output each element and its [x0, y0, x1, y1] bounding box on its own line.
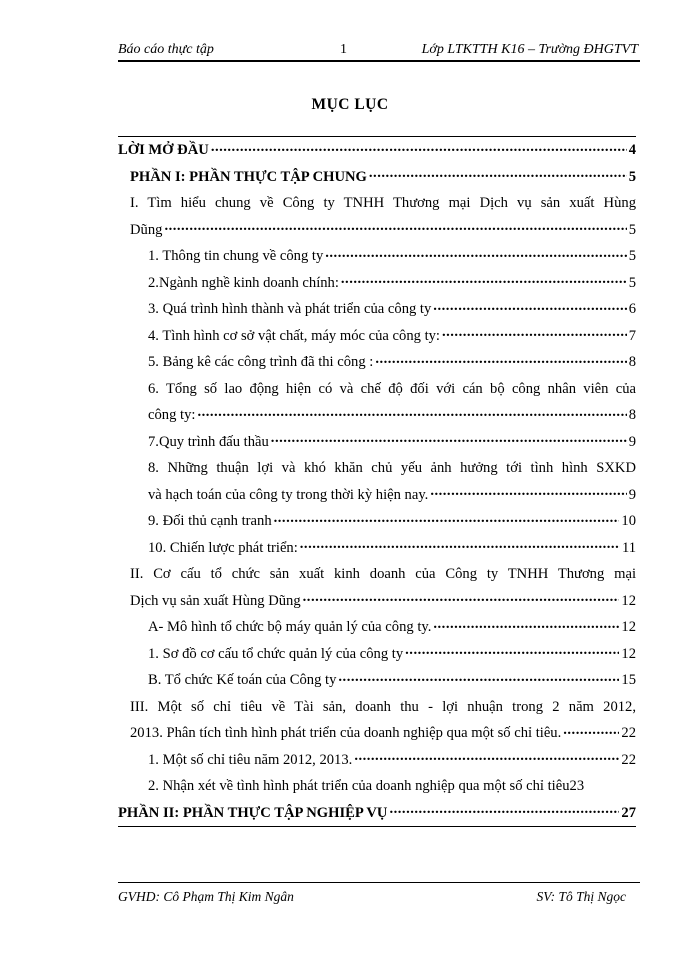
toc-leader-dots — [405, 644, 619, 658]
toc-entry-page: 6 — [628, 301, 636, 317]
toc-entry-text: 10. Chiến lược phát triển: — [148, 539, 298, 556]
toc-entry-1-4[interactable] — [118, 323, 636, 350]
toc-leader-dots — [341, 273, 627, 287]
toc-leader-dots — [271, 432, 627, 446]
toc-entry-text: B. Tổ chức Kế toán của Công ty — [148, 672, 337, 688]
footer-student: SV: Tô Thị Ngọc — [536, 889, 626, 904]
toc-entry-text-line2: 2013. Phân tích tình hình phát triển của doanh nghiệp qua một số chỉ tiêu. — [130, 725, 562, 741]
toc-entry-text-line1: 6. Tổng số lao động hiện có và chế độ đối với cán bộ công nhân viên của — [148, 380, 636, 397]
toc-entry-1-1[interactable] — [118, 243, 636, 270]
toc-leader-dots — [442, 326, 627, 340]
page-title: MỤC LỤC — [311, 96, 389, 113]
toc-entry-section-1[interactable] — [118, 190, 636, 243]
toc-entry-1-9[interactable] — [118, 508, 636, 535]
toc-entry-page: 22 — [621, 751, 636, 768]
toc-leader-dots — [430, 485, 626, 499]
toc-entry-text: PHẦN I: PHẦN THỰC TẬP CHUNG — [130, 168, 367, 185]
toc-leader-dots — [433, 617, 619, 631]
table-of-contents — [118, 136, 636, 827]
toc-entry-text-line2: Dũng — [130, 221, 163, 238]
toc-leader-dots — [197, 405, 626, 419]
toc-entry-text: A- Mô hình tổ chức bộ máy quản lý của công ty. — [148, 619, 432, 635]
toc-entry-1-2[interactable] — [118, 270, 636, 297]
toc-entry-page: 9 — [628, 433, 636, 450]
toc-entry-3-1[interactable] — [118, 747, 636, 774]
toc-entry-text-line2: và hạch toán của công ty trong thời kỳ hiện nay. — [148, 486, 429, 503]
toc-entry-2-b[interactable] — [118, 667, 636, 694]
toc-leader-dots — [389, 803, 619, 817]
toc-entry-page: 15 — [621, 672, 636, 688]
toc-entry-1-3[interactable] — [118, 296, 636, 323]
toc-leader-dots — [563, 723, 619, 737]
toc-entry-1-5[interactable] — [118, 349, 636, 376]
toc-entry-text-line2: công ty: — [148, 407, 196, 423]
toc-entry-text-line2: Dịch vụ sản xuất Hùng Dũng — [130, 592, 301, 609]
toc-leader-dots — [375, 352, 626, 366]
toc-entry-page: 10 — [621, 513, 636, 529]
toc-entry-1-8[interactable] — [118, 455, 636, 508]
toc-entry-text: 2.Ngành nghề kinh doanh chính: — [148, 274, 339, 291]
toc-entry-2-a-1[interactable] — [118, 641, 636, 668]
toc-entry-text: PHẦN II: PHẦN THỰC TẬP NGHIỆP VỤ — [118, 804, 388, 821]
toc-entry-page: 12 — [621, 645, 636, 662]
header-report-title: Báo cáo thực tập — [118, 42, 214, 57]
toc-entry-intro[interactable] — [118, 137, 636, 164]
page-header — [118, 38, 640, 62]
toc-entry-text: 7.Quy trình đấu thầu — [148, 433, 269, 450]
toc-entry-page: 11 — [621, 539, 636, 556]
toc-entry-1-6[interactable] — [118, 376, 636, 429]
toc-entry-section-3[interactable] — [118, 694, 636, 747]
toc-leader-dots — [211, 140, 627, 154]
toc-entry-page: 5 — [628, 274, 636, 291]
toc-leader-dots — [325, 246, 626, 260]
toc-leader-dots — [338, 670, 619, 684]
toc-leader-dots — [274, 511, 620, 525]
toc-entry-page: 4 — [628, 142, 636, 158]
toc-entry-text: 5. Bảng kê các công trình đã thi công : — [148, 354, 374, 370]
toc-entry-text-line1: 8. Những thuận lợi và khó khăn chủ yếu ảnh hưởng tới tình hình SXKD — [148, 460, 636, 476]
page-footer — [118, 882, 640, 905]
toc-entry-page: 9 — [628, 486, 636, 503]
header-class-school: Lớp LTKTTH K16 – Trường ĐHGTVT — [421, 42, 638, 57]
toc-leader-dots — [369, 167, 627, 181]
toc-entry-text: 2. Nhận xét về tình hình phát triển của doanh nghiệp qua một số chỉ tiêu — [148, 778, 570, 794]
toc-entry-page: 5 — [628, 248, 636, 264]
toc-entry-part-2[interactable] — [118, 800, 636, 827]
toc-entry-3-2[interactable] — [118, 773, 636, 800]
toc-entry-text: LỜI MỞ ĐẦU — [118, 142, 209, 158]
toc-entry-page: 8 — [628, 354, 636, 370]
toc-entry-1-7[interactable] — [118, 429, 636, 456]
footer-supervisor: GVHD: Cô Phạm Thị Kim Ngân — [118, 889, 294, 904]
toc-entry-page: 12 — [621, 592, 636, 609]
toc-entry-text: 1. Một số chỉ tiêu năm 2012, 2013. — [148, 751, 353, 768]
toc-leader-dots — [303, 591, 620, 605]
toc-entry-page: 8 — [628, 407, 636, 423]
toc-entry-text: 3. Quá trình hình thành và phát triển của công ty — [148, 301, 432, 317]
toc-entry-1-10[interactable] — [118, 535, 636, 562]
toc-entry-text: 1. Thông tin chung về công ty — [148, 248, 324, 264]
toc-entry-section-2[interactable] — [118, 561, 636, 614]
toc-entry-page: 5 — [628, 168, 636, 185]
toc-entry-text: 9. Đối thủ cạnh tranh — [148, 513, 272, 529]
toc-leader-dots — [354, 750, 619, 764]
toc-entry-text-line1: III. Một số chỉ tiêu về Tài sản, doanh thu - lợi nhuận trong 2 năm 2012, — [130, 698, 636, 715]
toc-entry-part-1[interactable] — [118, 164, 636, 191]
toc-entry-text-line1: II. Cơ cấu tổ chức sản xuất kinh doanh của Công ty TNHH Thương mại — [130, 566, 636, 582]
header-page-number: 1 — [340, 42, 347, 57]
toc-entry-text: 1. Sơ đồ cơ cấu tổ chức quản lý của công ty — [148, 645, 404, 662]
toc-leader-dots — [433, 299, 626, 313]
toc-entry-text: 4. Tình hình cơ sở vật chất, máy móc của công ty: — [148, 327, 440, 344]
toc-entry-page: 23 — [569, 778, 585, 794]
toc-entry-page: 12 — [621, 619, 636, 635]
toc-entry-2-a[interactable] — [118, 614, 636, 641]
toc-leader-dots — [164, 220, 626, 234]
toc-entry-page: 5 — [628, 221, 636, 238]
toc-entry-page: 7 — [628, 327, 636, 344]
toc-entry-page: 22 — [621, 725, 636, 741]
toc-entry-page: 27 — [621, 804, 636, 821]
toc-entry-text-line1: I. Tìm hiểu chung về Công ty TNHH Thương mại Dịch vụ sản xuất Hùng — [130, 195, 636, 211]
toc-leader-dots — [300, 538, 620, 552]
